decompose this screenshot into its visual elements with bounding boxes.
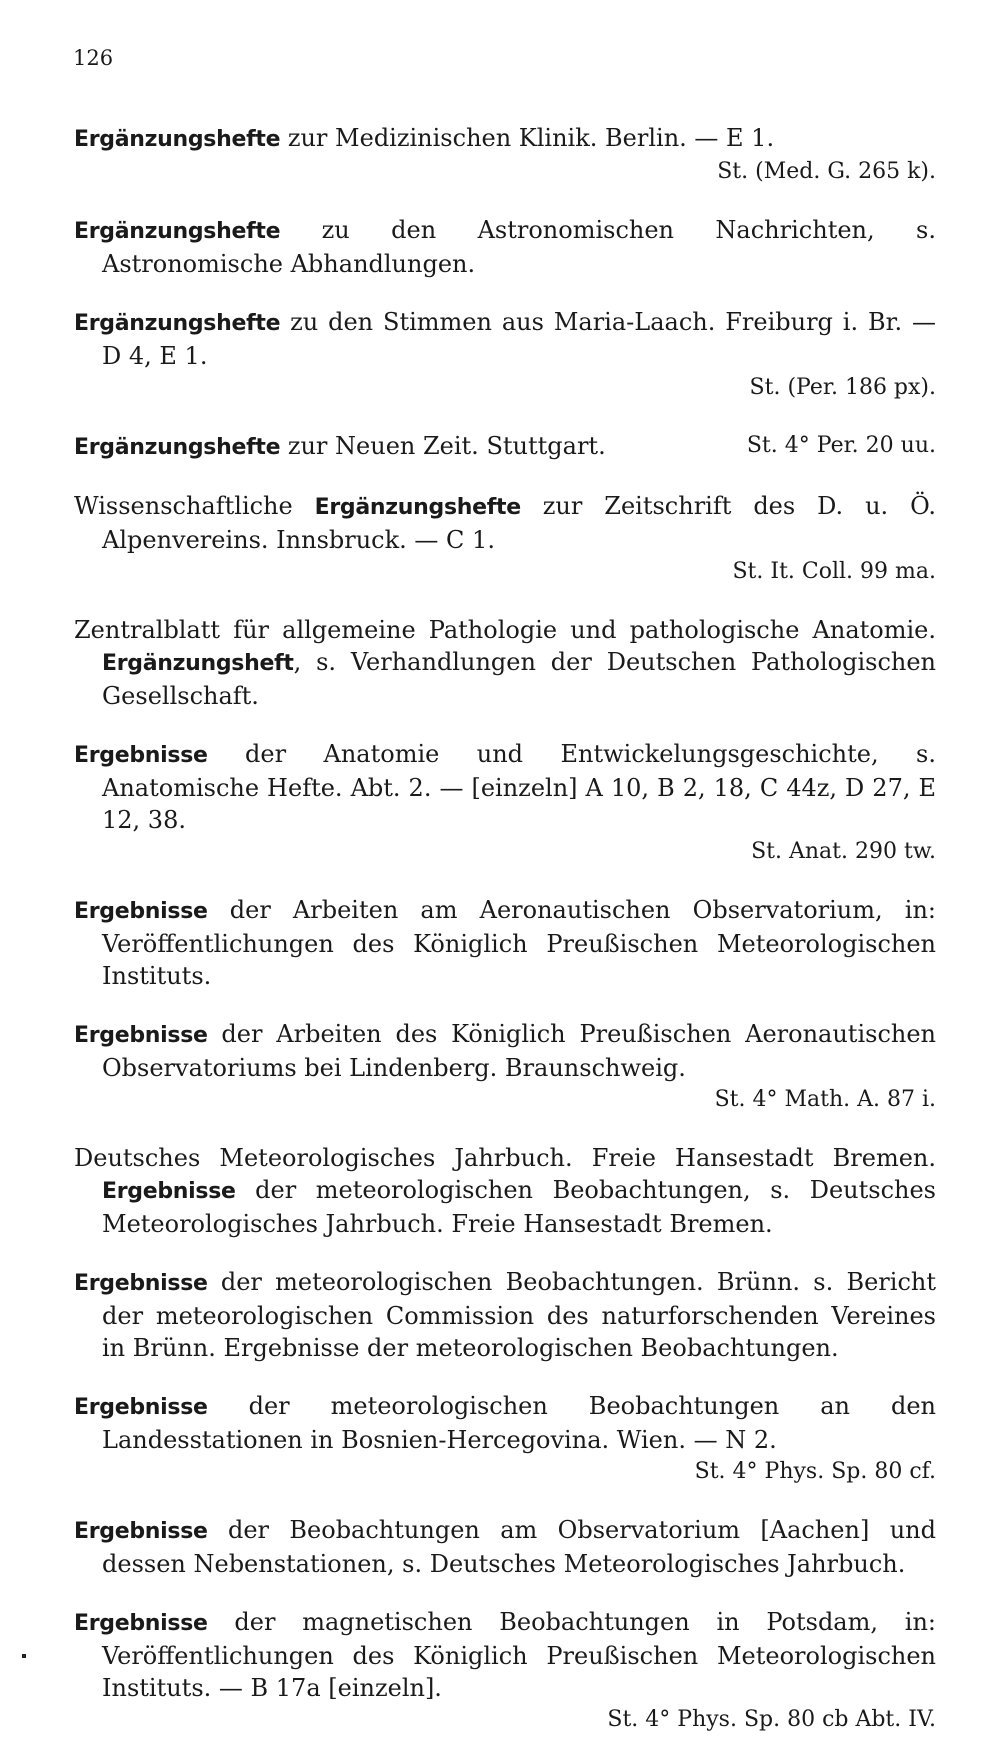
entry-text: zur Zeitschrift des D. u. Ö. Alpenvereins. Innsbruck. — C 1. — [102, 492, 936, 554]
entry-prefix: Zentralblatt für allgemeine Pathologie und pathologische Anatomie. — [74, 616, 936, 644]
entry-heading: Ergänzungsheft — [102, 651, 294, 676]
catalog-entry — [74, 430, 936, 464]
scan-speck — [22, 1654, 26, 1658]
catalog-entry — [74, 614, 936, 712]
entry-heading: Ergebnisse — [74, 743, 208, 768]
catalog-entry — [74, 1266, 936, 1364]
entry-heading: Ergänzungshefte — [74, 311, 281, 336]
entry-heading: Ergebnisse — [74, 1611, 208, 1636]
entry-text: der meteorologischen Beobachtungen, s. Deutsches Meteorologisches Jahrbuch. Freie Hansestadt Bremen. — [102, 1176, 936, 1238]
entry-text: der magnetischen Beobachtungen in Potsdam, in: Veröffentlichungen des Königlich Preußischen Meteorologischen Instituts. — B 17a [einzeln]. — [102, 1608, 936, 1702]
shelf-mark: St. 4° Math. A. 87 i. — [714, 1087, 936, 1112]
shelf-mark: St. Anat. 290 tw. — [751, 839, 936, 864]
entry-text: der Arbeiten am Aeronautischen Observatorium, in: Veröffentlichungen des Königlich Preußischen Meteorologischen Instituts. — [102, 896, 936, 990]
entry-heading: Ergebnisse — [102, 1179, 236, 1204]
entry-heading: Ergebnisse — [74, 1519, 208, 1544]
entry-text: der Beobachtungen am Observatorium [Aachen] und dessen Nebenstationen, s. Deutsches Meteorologisches Jahrbuch. — [102, 1516, 936, 1578]
shelf-mark: St. 4° Per. 20 uu. — [746, 433, 936, 458]
catalog-entry — [74, 214, 936, 280]
shelf-mark: St. 4° Phys. Sp. 80 cb Abt. IV. — [607, 1707, 936, 1732]
catalog-entries — [74, 98, 936, 1762]
entry-text: zur Medizinischen Klinik. Berlin. — E 1. — [280, 124, 775, 152]
entry-text: der meteorologischen Beobachtungen an den Landesstationen in Bosnien-Hercegovina. Wien. — N 2. — [102, 1392, 936, 1454]
entry-heading: Ergebnisse — [74, 1023, 208, 1048]
entry-heading: Ergänzungshefte — [74, 435, 281, 460]
catalog-entry — [74, 1018, 936, 1116]
entry-text: der Anatomie und Entwickelungsgeschichte, s. Anatomische Hefte. Abt. 2. — [einzeln] A 10, B 2, 18, C 44z, D 27, E 12, 38. — [102, 740, 936, 834]
entry-prefix: Deutsches Meteorologisches Jahrbuch. Freie Hansestadt Bremen. — [74, 1144, 936, 1172]
entry-text: der Arbeiten des Königlich Preußischen Aeronautischen Observatoriums bei Lindenberg. Braunschweig. — [102, 1020, 936, 1082]
catalog-entry — [74, 1606, 936, 1736]
entry-text: zur Neuen Zeit. Stuttgart. — [280, 432, 606, 460]
entry-heading: Ergebnisse — [74, 899, 208, 924]
shelf-mark: St. 4° Phys. Sp. 80 cf. — [694, 1459, 936, 1484]
entry-text: , s. Verhandlungen der Deutschen Pathologischen Gesellschaft. — [102, 648, 936, 710]
catalog-entry — [74, 122, 936, 188]
entry-heading: Ergebnisse — [74, 1395, 208, 1420]
entry-heading: Ergänzungshefte — [314, 495, 521, 520]
entry-prefix: Wissenschaftliche — [74, 492, 315, 520]
catalog-entry — [74, 1142, 936, 1240]
entry-text: zu den Stimmen aus Maria-Laach. Freiburg i. Br. — D 4, E 1. — [102, 308, 936, 370]
entry-heading: Ergebnisse — [74, 1271, 208, 1296]
entry-text: der meteorologischen Beobachtungen. Brünn. s. Bericht der meteorologischen Commission des naturforschenden Vereines in Brünn. Ergebnisse der meteorologischen Beobachtungen. — [102, 1268, 936, 1362]
catalog-entry — [74, 894, 936, 992]
entry-heading: Ergänzungshefte — [74, 219, 281, 244]
shelf-mark: St. (Per. 186 px). — [749, 375, 936, 400]
entry-heading: Ergänzungshefte — [74, 127, 281, 152]
catalog-entry — [74, 306, 936, 404]
shelf-mark: St. (Med. G. 265 k). — [717, 159, 936, 184]
entry-text: zu den Astronomischen Nachrichten, s. Astronomische Abhandlungen. — [102, 216, 936, 278]
catalog-entry — [74, 490, 936, 588]
catalog-entry — [74, 1514, 936, 1580]
page-number: 126 — [73, 46, 114, 70]
catalog-entry — [74, 738, 936, 868]
catalog-entry — [74, 1390, 936, 1488]
shelf-mark: St. It. Coll. 99 ma. — [732, 559, 936, 584]
